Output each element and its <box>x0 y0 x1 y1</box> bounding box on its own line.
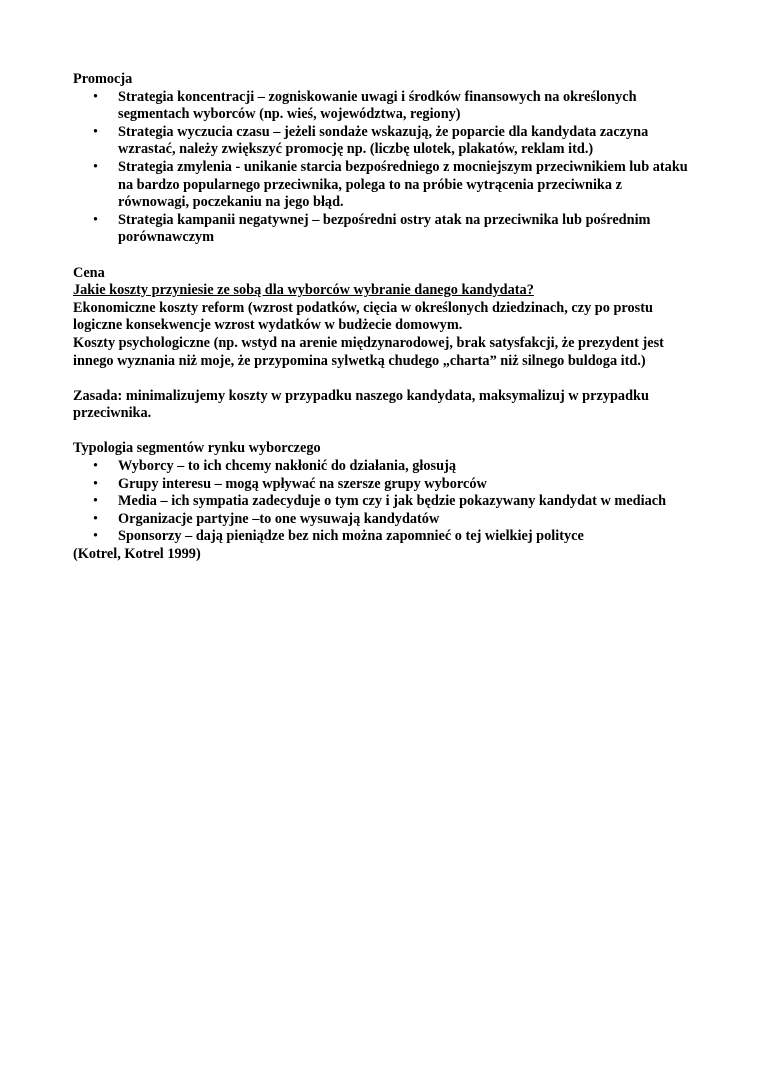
bullet-icon: • <box>93 528 99 545</box>
section-heading-cena: Cena <box>73 264 105 281</box>
section-heading-promocja: Promocja <box>73 71 133 87</box>
bullet-icon: • <box>93 88 99 105</box>
cena-psychological-costs: Koszty psychologiczne (np. wstyd na arenie międzynarodowej, brak satysfakcji, że prezydent jest innego wyznania niż moje, że przypomina sylwetką chudego „charta” niż silnego buldoga itd.) <box>73 334 664 369</box>
list-item-text: Strategia koncentracji – zogniskowanie uwagi i środków finansowych na określonych segmentach wyborców (np. wieś, województwa, regiony) <box>118 88 637 123</box>
typologia-list <box>73 458 690 546</box>
list-item <box>93 211 690 247</box>
list-item <box>93 88 690 124</box>
bullet-icon: • <box>93 158 99 175</box>
promocja-list <box>73 89 690 247</box>
list-item <box>93 493 690 511</box>
list-item-text: Strategia kampanii negatywnej – bezpośredni ostry atak na przeciwnika lub pośrednim porównawczym <box>118 211 651 246</box>
section-heading-typologia: Typologia segmentów rynku wyborczego <box>73 440 321 457</box>
cena-question: Jakie koszty przyniesie ze sobą dla wyborców wybranie danego kandydata? <box>73 282 534 299</box>
list-item-text: Organizacje partyjne –to one wysuwają kandydatów <box>118 510 440 527</box>
cena-economic-costs: Ekonomiczne koszty reform (wzrost podatków, cięcia w określonych dziedzinach, czy po prostu logiczne konsekwencje wzrost wydatków w budżecie domowym. <box>73 299 653 334</box>
list-item-text: Media – ich sympatia zadecyduje o tym czy i jak będzie pokazywany kandydat w mediach <box>118 493 667 510</box>
list-item-text: Grupy interesu – mogą wpływać na szersze grupy wyborców <box>118 475 487 492</box>
list-item <box>93 510 690 529</box>
bullet-icon: • <box>93 475 99 492</box>
bullet-icon: • <box>93 211 99 228</box>
list-item-text: Strategia zmylenia - unikanie starcia bezpośredniego z mocniejszym przeciwnikiem lub ataku na bardzo popularnego przeciwnika, polega to na próbie wytrącenia przeciwnika z równowagi, poczekaniu na jego błąd. <box>118 158 688 211</box>
list-item-text: Strategia wyczucia czasu – jeżeli sondaże wskazują, że poparcie dla kandydata zaczyna wzrastać, należy zwiększyć promocję np. (liczbę ulotek, plakatów, reklam itd.) <box>118 123 649 158</box>
list-item <box>93 528 690 546</box>
bullet-icon: • <box>93 458 99 475</box>
list-item <box>93 475 690 494</box>
list-item <box>93 123 690 159</box>
bullet-icon: • <box>93 493 99 510</box>
list-item <box>93 458 690 476</box>
bullet-icon: • <box>93 123 99 140</box>
list-item <box>93 158 690 212</box>
list-item-text: Sponsorzy – dają pieniądze bez nich można zapomnieć o tej wielkiej polityce <box>118 528 584 545</box>
list-item-text: Wyborcy – to ich chcemy nakłonić do działania, głosują <box>118 458 456 475</box>
citation: (Kotrel, Kotrel 1999) <box>73 546 201 563</box>
bullet-icon: • <box>93 510 99 527</box>
zasada-paragraph: Zasada: minimalizujemy koszty w przypadku naszego kandydata, maksymalizuj w przypadku przeciwnika. <box>73 387 649 422</box>
